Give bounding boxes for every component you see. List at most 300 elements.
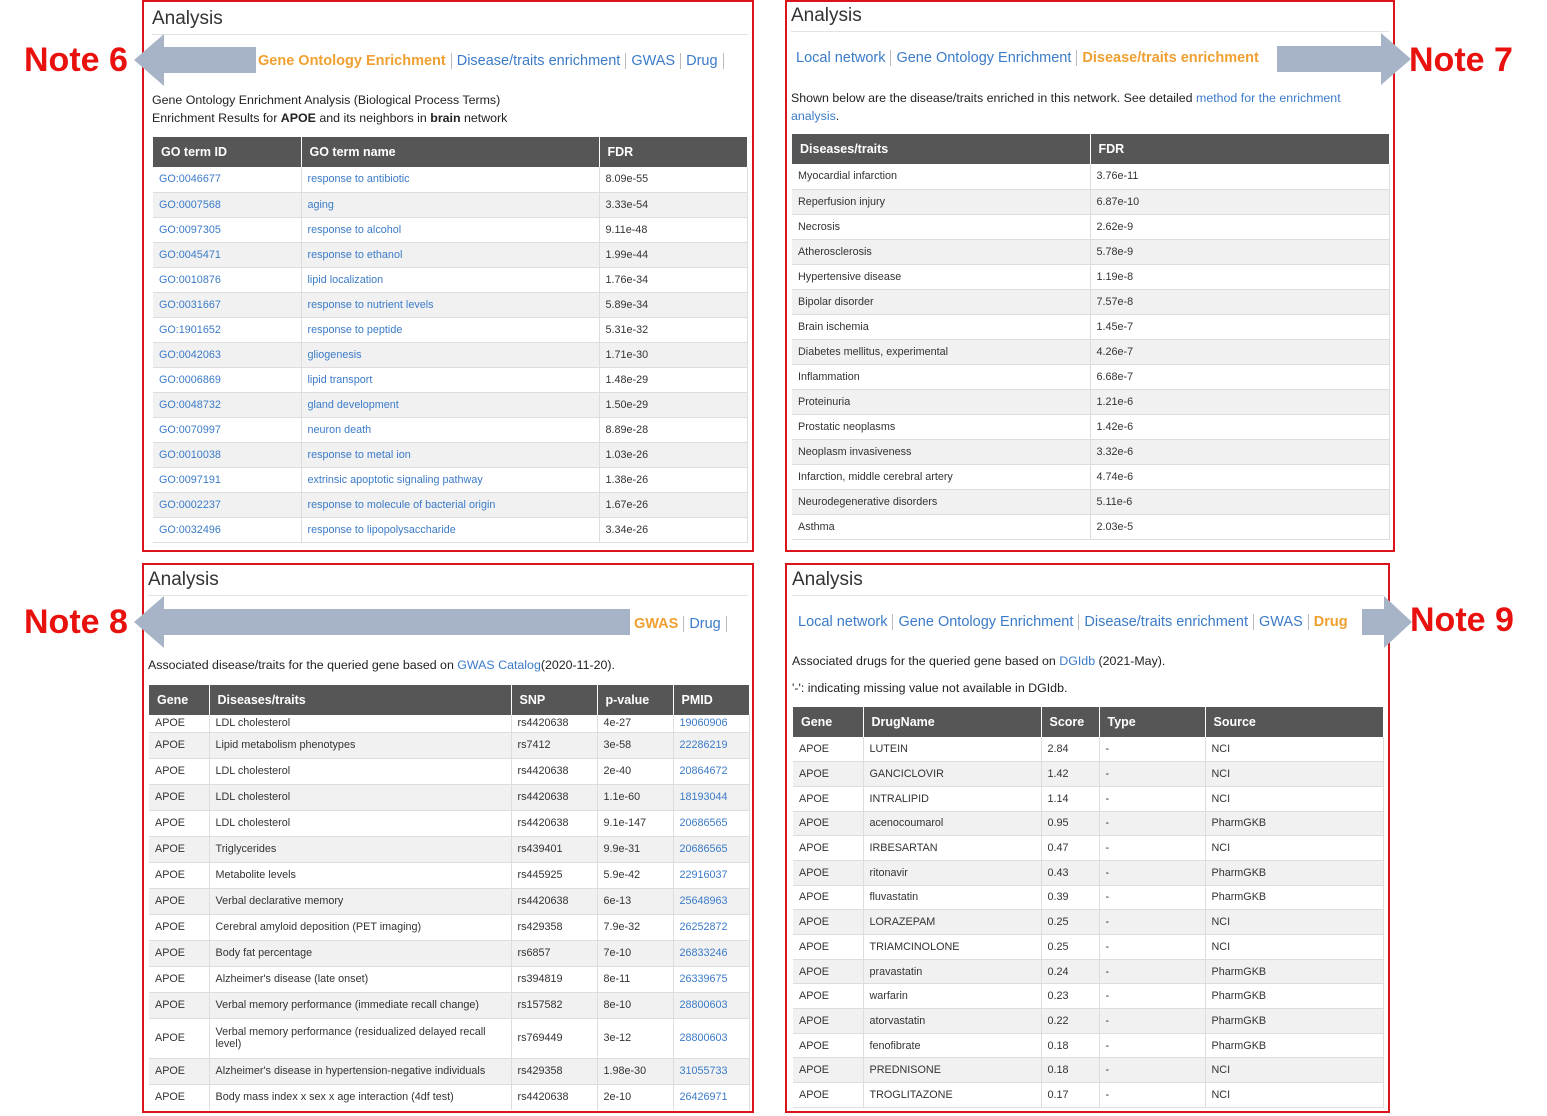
table-cell: 0.17 xyxy=(1041,1083,1099,1108)
col-header: Type xyxy=(1099,707,1205,737)
table-cell: 3.32e-6 xyxy=(1090,439,1389,464)
table-row xyxy=(793,910,1383,935)
table-cell-link[interactable]: response to molecule of bacterial origin xyxy=(301,492,599,517)
table-cell-link[interactable]: lipid localization xyxy=(301,267,599,292)
table-cell: 1.98e-30 xyxy=(597,1058,673,1084)
table-cell: - xyxy=(1099,786,1205,811)
table-cell: 3e-12 xyxy=(597,1018,673,1058)
table-cell: Asthma xyxy=(792,514,1090,539)
table-cell-link[interactable]: GO:0045471 xyxy=(153,242,301,267)
table-cell-link[interactable]: aging xyxy=(301,192,599,217)
table-cell: 1.42e-6 xyxy=(1090,414,1389,439)
col-header: p-value xyxy=(597,685,673,715)
table-cell: rs429358 xyxy=(511,914,597,940)
table-cell: 1.21e-6 xyxy=(1090,389,1389,414)
table-cell: NCI xyxy=(1205,1083,1383,1108)
gwas-table-scroll[interactable] xyxy=(149,685,751,1110)
table-cell: APOE xyxy=(149,732,209,758)
method-link-cont[interactable]: analysis xyxy=(791,109,836,123)
table-cell: LDL cholesterol xyxy=(209,715,511,732)
table-cell: APOE xyxy=(149,1084,209,1110)
table-cell: Cerebral amyloid deposition (PET imaging) xyxy=(209,914,511,940)
table-row xyxy=(792,164,1389,189)
table-cell: 8.89e-28 xyxy=(599,417,747,442)
table-cell: rs157582 xyxy=(511,992,597,1018)
table-cell: APOE xyxy=(149,862,209,888)
tab-drug[interactable]: Drug xyxy=(684,616,726,632)
table-cell: 0.23 xyxy=(1041,984,1099,1009)
table-cell: 1.1e-60 xyxy=(597,784,673,810)
table-cell: 2.03e-5 xyxy=(1090,514,1389,539)
tab-disease-traits[interactable]: Disease/traits enrichment xyxy=(452,53,627,69)
table-cell: Proteinuria xyxy=(792,389,1090,414)
table-row xyxy=(792,414,1389,439)
table-cell: Myocardial infarction xyxy=(792,164,1090,189)
table-cell-link[interactable]: 22286219 xyxy=(673,732,749,758)
table-cell: Verbal memory performance (immediate recall change) xyxy=(209,992,511,1018)
drug-table xyxy=(793,707,1384,1108)
table-cell: 3.34e-26 xyxy=(599,517,747,542)
table-cell: acenocoumarol xyxy=(863,811,1041,836)
table-cell-link[interactable]: 20864672 xyxy=(673,758,749,784)
desc-note: '-': indicating missing value not available in DGIdb. xyxy=(792,681,1068,695)
table-cell: Neoplasm invasiveness xyxy=(792,439,1090,464)
table-cell: APOE xyxy=(149,1058,209,1084)
table-cell: 0.25 xyxy=(1041,935,1099,960)
table-cell-link[interactable]: 19060906 xyxy=(673,715,749,732)
table-cell: 2e-10 xyxy=(597,1084,673,1110)
table-row xyxy=(153,192,747,217)
tab-local-network[interactable]: Local network xyxy=(798,614,893,630)
table-cell-link[interactable]: 28800603 xyxy=(673,1018,749,1058)
table-row xyxy=(792,514,1389,539)
table-cell: LUTEIN xyxy=(863,737,1041,762)
table-cell: - xyxy=(1099,959,1205,984)
table-cell: APOE xyxy=(149,715,209,732)
table-cell: TRIAMCINOLONE xyxy=(863,935,1041,960)
table-cell: ritonavir xyxy=(863,860,1041,885)
table-cell-link[interactable]: GO:0046677 xyxy=(153,167,301,192)
table-row xyxy=(793,885,1383,910)
table-row xyxy=(793,1083,1383,1108)
table-row xyxy=(149,836,749,862)
table-cell: - xyxy=(1099,935,1205,960)
table-cell: PREDNISONE xyxy=(863,1058,1041,1083)
go-table xyxy=(153,137,748,543)
table-row xyxy=(153,392,747,417)
tab-disease-traits[interactable]: Disease/traits enrichment xyxy=(1079,614,1254,630)
table-cell-link[interactable]: lipid transport xyxy=(301,367,599,392)
arrow-note-6 xyxy=(134,34,256,86)
table-cell-link[interactable]: response to ethanol xyxy=(301,242,599,267)
note-7-label: Note 7 xyxy=(1409,41,1513,79)
table-cell: LORAZEPAM xyxy=(863,910,1041,935)
table-row xyxy=(149,732,749,758)
table-row xyxy=(149,1058,749,1084)
table-cell: APOE xyxy=(149,914,209,940)
table-cell-link[interactable]: GO:0031667 xyxy=(153,292,301,317)
table-cell-link[interactable]: 31055733 xyxy=(673,1058,749,1084)
table-row xyxy=(792,264,1389,289)
table-row xyxy=(793,1058,1383,1083)
table-cell-link[interactable]: 26339675 xyxy=(673,966,749,992)
table-cell: NCI xyxy=(1205,1058,1383,1083)
col-header: Score xyxy=(1041,707,1099,737)
desc-line: Gene Ontology Enrichment Analysis (Biological Process Terms) xyxy=(152,93,501,107)
table-cell: APOE xyxy=(793,811,863,836)
table-cell: 7.9e-32 xyxy=(597,914,673,940)
table-cell: APOE xyxy=(793,1009,863,1034)
table-cell: Inflammation xyxy=(792,364,1090,389)
table-cell: APOE xyxy=(149,966,209,992)
table-cell-link[interactable]: 26833246 xyxy=(673,940,749,966)
table-cell-link[interactable]: response to metal ion xyxy=(301,442,599,467)
col-header: DrugName xyxy=(863,707,1041,737)
table-cell-link[interactable]: gland development xyxy=(301,392,599,417)
tab-bar xyxy=(634,616,727,632)
table-row xyxy=(149,784,749,810)
tab-gene-ontology[interactable]: Gene Ontology Enrichment xyxy=(891,50,1077,66)
table-cell-link[interactable]: GO:0048732 xyxy=(153,392,301,417)
tab-gwas[interactable]: GWAS xyxy=(626,53,681,69)
table-cell: 8.09e-55 xyxy=(599,167,747,192)
col-header: GO term ID xyxy=(153,137,301,167)
table-row xyxy=(153,242,747,267)
table-cell: PharmGKB xyxy=(1205,811,1383,836)
table-cell: APOE xyxy=(793,959,863,984)
table-cell: 0.25 xyxy=(1041,910,1099,935)
table-cell: Necrosis xyxy=(792,214,1090,239)
table-cell: rs439401 xyxy=(511,836,597,862)
table-cell-link[interactable]: 22916037 xyxy=(673,862,749,888)
table-row xyxy=(149,1018,749,1058)
table-cell: 9.1e-147 xyxy=(597,810,673,836)
table-cell-link[interactable]: 26426971 xyxy=(673,1084,749,1110)
drug-panel xyxy=(785,563,1390,1113)
table-cell: 2.62e-9 xyxy=(1090,214,1389,239)
note-8-label: Note 8 xyxy=(24,603,128,641)
table-cell: Verbal memory performance (residualized delayed recall level) xyxy=(209,1018,511,1058)
table-cell: APOE xyxy=(793,836,863,861)
dgidb-link[interactable]: DGIdb xyxy=(1059,654,1096,668)
table-row xyxy=(153,217,747,242)
table-cell: 5.31e-32 xyxy=(599,317,747,342)
col-header: Gene xyxy=(149,685,209,715)
table-cell-link[interactable]: response to nutrient levels xyxy=(301,292,599,317)
col-header: FDR xyxy=(599,137,747,167)
table-cell: NCI xyxy=(1205,737,1383,762)
table-row xyxy=(149,715,749,732)
note-9-label: Note 9 xyxy=(1410,601,1514,639)
table-cell: Hypertensive disease xyxy=(792,264,1090,289)
col-header: Diseases/traits xyxy=(792,134,1090,164)
table-cell: NCI xyxy=(1205,762,1383,787)
table-cell: 1.50e-29 xyxy=(599,392,747,417)
table-cell-link[interactable]: GO:0032496 xyxy=(153,517,301,542)
panel-title: Analysis xyxy=(152,8,223,29)
table-row xyxy=(153,417,747,442)
table-cell: 8e-11 xyxy=(597,966,673,992)
table-cell: warfarin xyxy=(863,984,1041,1009)
table-cell: IRBESARTAN xyxy=(863,836,1041,861)
table-cell: Bipolar disorder xyxy=(792,289,1090,314)
table-cell: APOE xyxy=(149,810,209,836)
table-cell: 5.9e-42 xyxy=(597,862,673,888)
col-header: SNP xyxy=(511,685,597,715)
table-cell: rs4420638 xyxy=(511,715,597,732)
table-cell-link[interactable]: 20686565 xyxy=(673,810,749,836)
table-row xyxy=(793,1033,1383,1058)
panel-title: Analysis xyxy=(148,569,219,590)
tab-gwas[interactable]: GWAS xyxy=(1254,614,1309,630)
tab-gene-ontology[interactable]: Gene Ontology Enrichment xyxy=(893,614,1079,630)
gwas-catalog-link[interactable]: GWAS Catalog xyxy=(457,658,541,672)
table-cell: LDL cholesterol xyxy=(209,784,511,810)
table-cell: Body mass index x sex x age interaction (4df test) xyxy=(209,1084,511,1110)
table-cell-link[interactable]: response to antibiotic xyxy=(301,167,599,192)
table-cell: rs4420638 xyxy=(511,784,597,810)
table-cell: 0.95 xyxy=(1041,811,1099,836)
table-cell: APOE xyxy=(149,940,209,966)
table-row xyxy=(793,737,1383,762)
col-header: GO term name xyxy=(301,137,599,167)
table-cell: 0.18 xyxy=(1041,1058,1099,1083)
table-row xyxy=(149,940,749,966)
table-cell-link[interactable]: 25648963 xyxy=(673,888,749,914)
table-cell: APOE xyxy=(149,836,209,862)
table-cell-link[interactable]: GO:0097305 xyxy=(153,217,301,242)
table-cell: 6.68e-7 xyxy=(1090,364,1389,389)
table-cell: 0.18 xyxy=(1041,1033,1099,1058)
desc-line: Enrichment Results for APOE and its neighbors in brain network xyxy=(152,111,508,125)
col-header: Diseases/traits xyxy=(209,685,511,715)
tab-drug[interactable]: Drug xyxy=(681,53,723,69)
table-row xyxy=(792,214,1389,239)
table-row xyxy=(792,489,1389,514)
tab-bar xyxy=(258,53,724,69)
table-cell: 2.84 xyxy=(1041,737,1099,762)
table-cell: APOE xyxy=(793,984,863,1009)
table-cell-link[interactable]: neuron death xyxy=(301,417,599,442)
tab-disease-traits[interactable]: Disease/traits enrichment xyxy=(1082,50,1259,66)
arrow-note-7 xyxy=(1277,33,1411,85)
table-cell: - xyxy=(1099,836,1205,861)
table-row xyxy=(153,442,747,467)
table-cell-link[interactable]: GO:1901652 xyxy=(153,317,301,342)
table-cell: LDL cholesterol xyxy=(209,758,511,784)
table-cell: - xyxy=(1099,885,1205,910)
table-row xyxy=(793,984,1383,1009)
table-cell: APOE xyxy=(793,935,863,960)
table-cell-link[interactable]: 18193044 xyxy=(673,784,749,810)
table-cell: rs7412 xyxy=(511,732,597,758)
table-cell: 6e-13 xyxy=(597,888,673,914)
table-cell: 3.33e-54 xyxy=(599,192,747,217)
table-cell: 1.42 xyxy=(1041,762,1099,787)
table-cell-link[interactable]: extrinsic apoptotic signaling pathway xyxy=(301,467,599,492)
table-cell-link[interactable]: GO:0042063 xyxy=(153,342,301,367)
table-row xyxy=(793,811,1383,836)
table-cell: APOE xyxy=(149,992,209,1018)
table-cell: 0.24 xyxy=(1041,959,1099,984)
disease-description: Shown below are the disease/traits enriched in this network. See detailed method for the enrichment analysis. xyxy=(791,91,1341,123)
col-header: Gene xyxy=(793,707,863,737)
table-cell-link[interactable]: response to peptide xyxy=(301,317,599,342)
table-cell: 1.03e-26 xyxy=(599,442,747,467)
table-row xyxy=(153,367,747,392)
table-cell: - xyxy=(1099,1033,1205,1058)
table-row xyxy=(793,762,1383,787)
table-cell-link[interactable]: response to lipopolysaccharide xyxy=(301,517,599,542)
table-cell: NCI xyxy=(1205,836,1383,861)
table-cell: - xyxy=(1099,1058,1205,1083)
table-cell: 0.47 xyxy=(1041,836,1099,861)
table-cell: 2e-40 xyxy=(597,758,673,784)
col-header: PMID xyxy=(673,685,749,715)
col-header: FDR xyxy=(1090,134,1389,164)
table-cell: APOE xyxy=(149,888,209,914)
gwas-description: Associated disease/traits for the queried gene based on GWAS Catalog(2020-11-20). xyxy=(148,658,615,672)
table-cell: APOE xyxy=(793,885,863,910)
table-cell: - xyxy=(1099,984,1205,1009)
desc-line: Associated drugs for the queried gene based on DGIdb (2021-May). xyxy=(792,654,1166,668)
table-cell-link[interactable]: 20686565 xyxy=(673,836,749,862)
table-row xyxy=(792,189,1389,214)
table-cell: PharmGKB xyxy=(1205,1033,1383,1058)
method-link[interactable]: method for the enrichment xyxy=(1196,91,1341,105)
table-cell: 1.19e-8 xyxy=(1090,264,1389,289)
table-cell: APOE xyxy=(149,758,209,784)
table-cell: rs4420638 xyxy=(511,758,597,784)
table-cell: APOE xyxy=(793,910,863,935)
table-cell: 1.67e-26 xyxy=(599,492,747,517)
table-row xyxy=(149,758,749,784)
table-row xyxy=(793,786,1383,811)
tab-bar xyxy=(796,50,1264,66)
table-cell-link[interactable]: GO:0010876 xyxy=(153,267,301,292)
table-cell: PharmGKB xyxy=(1205,984,1383,1009)
table-cell: APOE xyxy=(793,1083,863,1108)
table-cell: Reperfusion injury xyxy=(792,189,1090,214)
table-cell: 0.39 xyxy=(1041,885,1099,910)
tab-gwas[interactable]: GWAS xyxy=(634,616,684,632)
table-cell: APOE xyxy=(149,1018,209,1058)
tab-bar xyxy=(798,614,1353,630)
table-row xyxy=(149,888,749,914)
table-cell: 5.11e-6 xyxy=(1090,489,1389,514)
table-cell: 1.48e-29 xyxy=(599,367,747,392)
table-cell: PharmGKB xyxy=(1205,959,1383,984)
table-cell: 4.26e-7 xyxy=(1090,339,1389,364)
table-cell: GANCICLOVIR xyxy=(863,762,1041,787)
table-cell: pravastatin xyxy=(863,959,1041,984)
table-row xyxy=(149,810,749,836)
tab-local-network[interactable]: Local network xyxy=(796,50,891,66)
tab-drug[interactable]: Drug xyxy=(1313,614,1348,630)
table-cell-link[interactable]: 26252872 xyxy=(673,914,749,940)
table-row xyxy=(792,439,1389,464)
table-cell-link[interactable]: response to alcohol xyxy=(301,217,599,242)
table-cell-link[interactable]: GO:0002237 xyxy=(153,492,301,517)
table-cell: Alzheimer's disease (late onset) xyxy=(209,966,511,992)
table-cell: APOE xyxy=(793,1033,863,1058)
table-row xyxy=(153,267,747,292)
divider xyxy=(791,31,1389,32)
table-cell: LDL cholesterol xyxy=(209,810,511,836)
panel-title: Analysis xyxy=(792,569,863,590)
table-cell: 7e-10 xyxy=(597,940,673,966)
note-6-label: Note 6 xyxy=(24,41,128,79)
table-row xyxy=(149,1084,749,1110)
table-cell: rs6857 xyxy=(511,940,597,966)
table-cell: rs4420638 xyxy=(511,888,597,914)
table-cell: APOE xyxy=(793,737,863,762)
table-cell-link[interactable]: GO:0010038 xyxy=(153,442,301,467)
table-cell: rs769449 xyxy=(511,1018,597,1058)
table-cell-link[interactable]: GO:0097191 xyxy=(153,467,301,492)
table-cell: 4e-27 xyxy=(597,715,673,732)
table-cell: rs394819 xyxy=(511,966,597,992)
table-cell: rs4420638 xyxy=(511,810,597,836)
table-cell-link[interactable]: GO:0006869 xyxy=(153,367,301,392)
table-cell: Body fat percentage xyxy=(209,940,511,966)
table-cell: - xyxy=(1099,910,1205,935)
drug-description xyxy=(792,652,1165,697)
table-cell: Triglycerides xyxy=(209,836,511,862)
table-cell: 9.11e-48 xyxy=(599,217,747,242)
table-cell: APOE xyxy=(793,786,863,811)
table-cell: NCI xyxy=(1205,786,1383,811)
table-cell: 1.99e-44 xyxy=(599,242,747,267)
table-cell: rs429358 xyxy=(511,1058,597,1084)
table-cell-link[interactable]: GO:0007568 xyxy=(153,192,301,217)
table-cell: Verbal declarative memory xyxy=(209,888,511,914)
table-cell-link[interactable]: GO:0070997 xyxy=(153,417,301,442)
table-cell: Diabetes mellitus, experimental xyxy=(792,339,1090,364)
table-cell: 9.9e-31 xyxy=(597,836,673,862)
table-cell: INTRALIPID xyxy=(863,786,1041,811)
gwas-table xyxy=(149,685,750,1110)
panel-title: Analysis xyxy=(791,5,862,26)
table-row xyxy=(153,467,747,492)
table-cell: APOE xyxy=(793,860,863,885)
table-cell: - xyxy=(1099,1009,1205,1034)
table-row xyxy=(793,836,1383,861)
table-row xyxy=(792,289,1389,314)
table-cell: 5.78e-9 xyxy=(1090,239,1389,264)
table-row xyxy=(792,364,1389,389)
table-cell: fluvastatin xyxy=(863,885,1041,910)
table-row xyxy=(792,464,1389,489)
table-cell: Brain ischemia xyxy=(792,314,1090,339)
tab-gene-ontology[interactable]: Gene Ontology Enrichment xyxy=(258,53,452,69)
table-cell: 1.71e-30 xyxy=(599,342,747,367)
divider xyxy=(792,595,1384,596)
table-row xyxy=(149,992,749,1018)
table-cell-link[interactable]: 28800603 xyxy=(673,992,749,1018)
table-cell: Metabolite levels xyxy=(209,862,511,888)
col-header: Source xyxy=(1205,707,1383,737)
table-cell: Atherosclerosis xyxy=(792,239,1090,264)
table-cell: PharmGKB xyxy=(1205,1009,1383,1034)
table-cell: Lipid metabolism phenotypes xyxy=(209,732,511,758)
table-cell: - xyxy=(1099,860,1205,885)
table-cell: 1.76e-34 xyxy=(599,267,747,292)
table-cell: 3.76e-11 xyxy=(1090,164,1389,189)
table-cell: 7.57e-8 xyxy=(1090,289,1389,314)
table-row xyxy=(793,959,1383,984)
table-cell-link[interactable]: gliogenesis xyxy=(301,342,599,367)
